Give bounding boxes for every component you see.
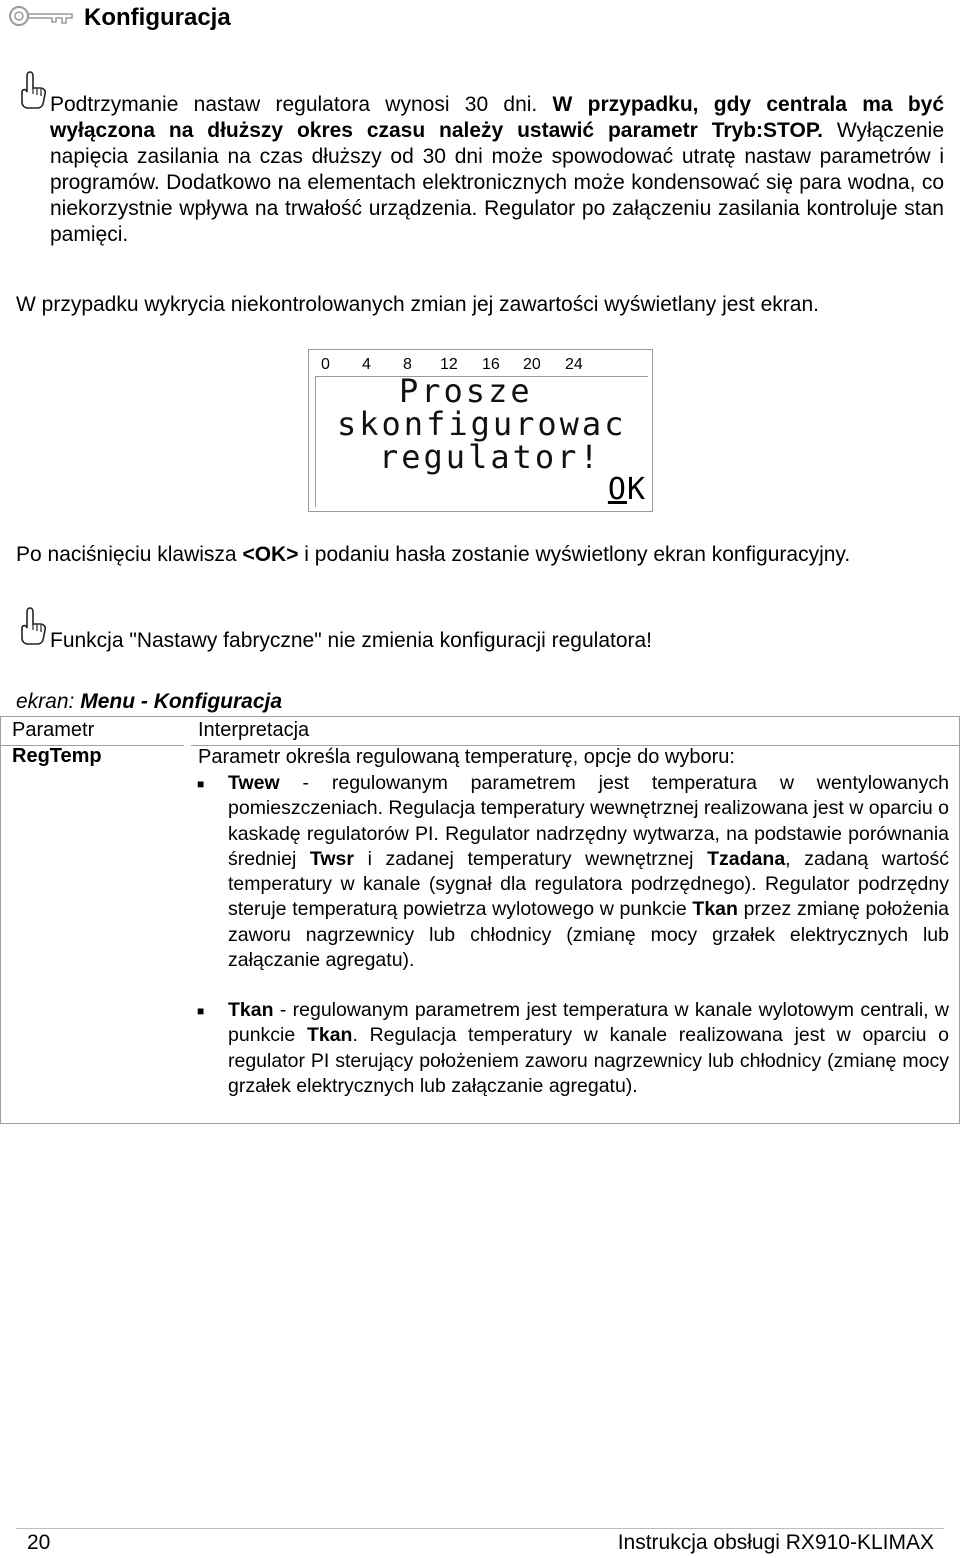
- note-storage-text: Podtrzymanie nastaw regulatora wynosi 30 dni.: [50, 93, 538, 116]
- ruler-tick: 24: [565, 356, 583, 373]
- bullet-square-icon: ■: [197, 1004, 205, 1018]
- page-title: Konfiguracja: [84, 4, 231, 31]
- ok-letter: K: [626, 472, 646, 507]
- lcd-line-1: Prosze: [399, 372, 533, 410]
- term-text: przez zmianę położenia zaworu nagrzewnicy lub chłodnicy (zmianę mocy grzałek elektrycznych lub załączanie agregatu).: [228, 898, 949, 972]
- page-number: 20: [27, 1531, 51, 1554]
- note-factory-settings: Funkcja "Nastawy fabryczne" nie zmienia konfiguracji regulatora!: [50, 629, 653, 652]
- parameter-table: [0, 716, 960, 1124]
- footer-title: Instrukcja obsługi RX910-KLIMAX: [617, 1531, 934, 1554]
- pointing-hand-icon: [18, 606, 48, 646]
- note-storage-warning: W przypadku, gdy centrala ma być wyłączona na dłuższy okres czasu należy ustawić parametr Tryb:STOP.: [50, 93, 944, 142]
- ruler-tick: 16: [482, 356, 500, 373]
- term-bold: Tkan: [228, 999, 274, 1021]
- ok-key-label: <OK>: [242, 543, 299, 566]
- lcd-screen: [308, 349, 653, 512]
- ok-instruction-text: Po naciśnięciu klawisza: [16, 543, 243, 566]
- note-storage: [50, 92, 944, 248]
- term-text: - regulowanym parametrem jest temperatura w wentylowanych pomieszczeniach. Regulacja temperatury wewnętrznej realizowana jest w oparciu o kaskadę regulatorów PI. Regulator nadrzędny wytwarza, na podstawie porównania średniej: [228, 772, 949, 870]
- table-header-parametr: Parametr: [12, 719, 95, 741]
- screen-title-name: Menu - Konfiguracja: [80, 690, 283, 713]
- term-text: - regulowanym parametrem jest temperatura w kanale wylotowym centrali, w punkcie: [228, 999, 949, 1047]
- bullet-square-icon: ■: [197, 777, 205, 791]
- table-cell-intro: Parametr określa regulowaną temperaturę, opcje do wyboru:: [198, 746, 735, 768]
- note-storage-details: Wyłączenie napięcia zasilania na czas dłuższy od 30 dni może spowodować utratę nastaw parametrów i programów. Dodatkowo na elementach elektronicznych może kondensować się para wodna, co niekorzystnie wpływa na trwałość urządzenia. Regulator po załączeniu zasilania kontroluje stan pamięci.: [50, 119, 945, 246]
- term-bold: Tzadana: [707, 847, 786, 870]
- ok-instruction-paragraph: [16, 542, 944, 568]
- memory-check-paragraph: W przypadku wykrycia niekontrolowanych zmian jej zawartości wyświetlany jest ekran.: [16, 293, 819, 316]
- term-bold: Twsr: [309, 847, 354, 870]
- ok-instruction-rest: i podaniu hasła zostanie wyświetlony ekran konfiguracyjny.: [298, 543, 851, 566]
- ok-underlined-letter: O: [607, 472, 627, 507]
- term-bold: Tkan: [692, 898, 738, 921]
- table-cell-param: RegTemp: [12, 745, 102, 767]
- list-item: [228, 998, 949, 1099]
- ruler-tick: 4: [362, 356, 371, 373]
- term-bold: Tkan: [306, 1024, 353, 1047]
- term-bold: Twew: [228, 772, 280, 794]
- table-header-interpretacja: Interpretacja: [198, 719, 310, 741]
- ruler-tick: 0: [321, 356, 330, 373]
- lcd-ok-button[interactable]: [608, 472, 646, 507]
- ruler-tick: 12: [440, 356, 458, 373]
- term-text: i zadanej temperatury wewnętrznej: [353, 847, 708, 870]
- lcd-line-3: regulator!: [379, 438, 602, 476]
- ruler-tick: 8: [403, 356, 412, 373]
- lcd-line-2: skonfigurowac: [337, 405, 627, 443]
- footer-divider: [16, 1528, 944, 1529]
- ruler-tick: 20: [523, 356, 541, 373]
- screen-title-prefix: ekran:: [16, 690, 81, 713]
- list-item: [228, 771, 949, 973]
- key-icon: [8, 4, 76, 28]
- pointing-hand-icon: [18, 70, 48, 110]
- term-text: . Regulacja temperatury w kanale realizowana jest w oparciu o regulator PI sterujący położeniem zaworu nagrzewnicy lub chłodnicy (zmianę mocy grzałek elektrycznych lub załączanie agregatu).: [228, 1024, 949, 1097]
- screen-title: [16, 690, 282, 714]
- term-text: , zadaną wartość temperatury w kanale (sygnał dla regulatora podrzędnego). Regulator podrzędny steruje temperaturą powietrza wylotowego w punkcie: [228, 847, 949, 921]
